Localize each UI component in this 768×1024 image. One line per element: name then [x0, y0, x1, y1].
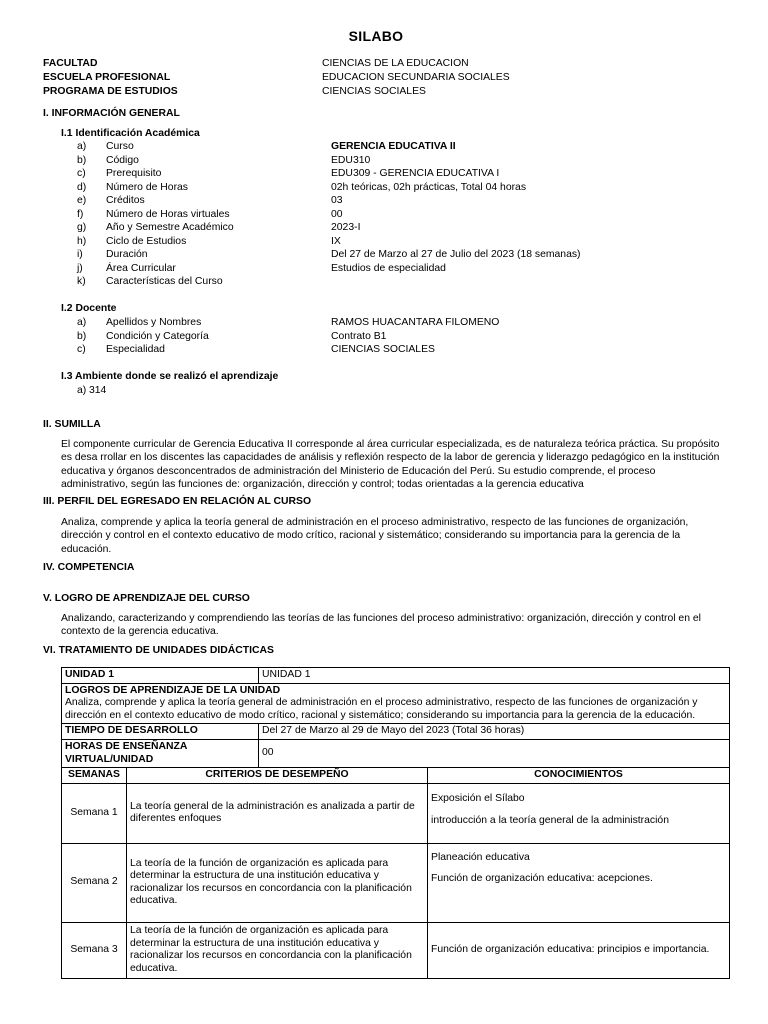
week-cell: Semana 1	[62, 783, 127, 843]
item-label: Condición y Categoría	[106, 330, 209, 342]
col-header-criterios: CRITERIOS DE DESEMPEÑO	[127, 768, 428, 784]
item-letter: h)	[77, 235, 87, 247]
item-value: 03	[331, 195, 343, 206]
item-value: 00	[331, 208, 343, 220]
item-value: EDU310	[331, 154, 371, 166]
document-title: SILABO	[348, 28, 404, 44]
item-value: Estudios de especialidad	[331, 262, 446, 274]
conocimientos-cell	[428, 783, 730, 843]
conocimiento-item: introducción a la teoría general de la administración	[431, 815, 669, 827]
item-label: Número de Horas	[106, 181, 189, 193]
logros-label: LOGROS DE APRENDIZAJE DE LA UNIDAD	[65, 684, 281, 696]
table-row	[62, 922, 730, 978]
item-label: Características del Curso	[106, 276, 223, 287]
item-label: Ciclo de Estudios	[106, 235, 187, 247]
environment-value: 314	[89, 385, 107, 396]
section-4-title: IV. COMPETENCIA	[43, 562, 135, 573]
faculty-label: FACULTAD	[43, 58, 98, 69]
conocimiento-item: Función de organización educativa: principios e importancia.	[431, 943, 710, 955]
conocimientos-cell	[428, 843, 730, 922]
item-value: EDU309 - GERENCIA EDUCATIVA I	[331, 168, 500, 179]
item-label: Código	[106, 154, 139, 166]
school-value: EDUCACION SECUNDARIA SOCIALES	[322, 72, 510, 83]
table-row	[62, 783, 730, 843]
item-letter: e)	[77, 195, 87, 206]
subsection-academic-title: I.1 Identificación Académica	[61, 128, 200, 139]
item-letter: k)	[77, 276, 86, 287]
conocimiento-item: Función de organización educativa: acepciones.	[431, 873, 653, 885]
learning-achievement-text: Analizando, caracterizando y comprendiendo las teorías de las funciones del proceso administrativo: organización, dirección y control en el contexto de la gerencia educativa.	[61, 613, 701, 638]
section-1-title: I. INFORMACIÓN GENERAL	[43, 108, 180, 119]
section-2-title: II. SUMILLA	[43, 419, 101, 430]
item-letter: d)	[77, 181, 87, 193]
item-label: Apellidos y Nombres	[106, 317, 202, 328]
item-label: Curso	[106, 141, 134, 152]
faculty-value: CIENCIAS DE LA EDUCACION	[322, 58, 469, 69]
item-value: Del 27 de Marzo al 27 de Julio del 2023 (18 semanas)	[331, 249, 581, 260]
sumilla-text: El componente curricular de Gerencia Educativa II corresponde al área curricular especializada, es de naturaleza teórica práctica. Su propósito es desa rrollar en los discentes las capacidades de análisis y reflexión respecto de la labor de gerencia y liderazgo pedagógico en la institución educativa y órganos desconcentrados de administración del Ministerio de Educación del Perú. Su estudio comprende, el proceso administrativo, según las funciones de: organización, dirección y control; todas orientadas a la gerencia educativa	[61, 439, 720, 490]
horas-label-cell: HORAS DE ENSEÑANZA VIRTUAL/UNIDAD	[62, 739, 259, 767]
horas-value-cell: 00	[259, 739, 730, 767]
item-letter: g)	[77, 222, 87, 233]
item-label: Créditos	[106, 195, 145, 206]
conocimiento-item: Exposición el Sílabo	[431, 792, 525, 804]
item-letter: f)	[77, 208, 84, 220]
item-value: IX	[331, 235, 341, 247]
week-cell: Semana 3	[62, 922, 127, 978]
item-value: GERENCIA EDUCATIVA II	[331, 141, 456, 152]
item-label: Duración	[106, 249, 148, 260]
tiempo-label-cell: TIEMPO DE DESARROLLO	[62, 724, 259, 740]
item-value: CIENCIAS SOCIALES	[331, 344, 435, 355]
item-letter: j)	[77, 262, 83, 274]
logros-text: Analiza, comprende y aplica la teoría general de administración en el proceso administrativo, respecto de las funciones de organización y dirección en el contexto educativo de modo crítico, racional y sistemático; considerando su importancia para la gerencia de la educación.	[65, 697, 698, 721]
item-label: Prerequisito	[106, 168, 162, 179]
criterio-cell: La teoría de la función de organización es aplicada para determinar la estructura de una institución educativa y racionalizar los recursos en concordancia con la planificación educativa.	[127, 843, 428, 922]
didactic-units-table	[61, 667, 730, 979]
subsection-teacher-title: I.2 Docente	[61, 303, 117, 314]
col-header-conocimientos: CONOCIMIENTOS	[428, 768, 730, 784]
section-3-title: III. PERFIL DEL EGRESADO EN RELACIÓN AL CURSO	[43, 496, 312, 507]
environment-letter: a)	[77, 385, 87, 396]
unit-value-cell: UNIDAD 1	[259, 668, 730, 684]
conocimiento-item: Planeación educativa	[431, 851, 530, 863]
item-letter: a)	[77, 141, 87, 152]
section-6-title: VI. TRATAMIENTO DE UNIDADES DIDÁCTICAS	[43, 645, 274, 656]
col-header-semanas: SEMANAS	[62, 768, 127, 784]
item-label: Área Curricular	[106, 262, 176, 274]
item-letter: i)	[77, 249, 83, 260]
week-cell: Semana 2	[62, 843, 127, 922]
program-label: PROGRAMA DE ESTUDIOS	[43, 86, 178, 97]
item-label: Especialidad	[106, 344, 165, 355]
item-value: 02h teóricas, 02h prácticas, Total 04 horas	[331, 181, 527, 193]
unit-label-cell: UNIDAD 1	[62, 668, 259, 684]
item-letter: c)	[77, 344, 86, 355]
item-value: 2023-I	[331, 222, 361, 233]
tiempo-value-cell: Del 27 de Marzo al 29 de Mayo del 2023 (Total 36 horas)	[259, 724, 730, 740]
item-value: RAMOS HUACANTARA FILOMENO	[331, 317, 500, 328]
school-label: ESCUELA PROFESIONAL	[43, 72, 171, 83]
criterio-cell: La teoría de la función de organización es aplicada para determinar la estructura de una institución educativa y racionalizar los recursos en concordancia con la planificación educativa.	[127, 922, 428, 978]
table-row	[62, 843, 730, 922]
section-5-title: V. LOGRO DE APRENDIZAJE DEL CURSO	[43, 593, 250, 604]
unit-logros-cell	[62, 683, 730, 724]
item-value: Contrato B1	[331, 330, 387, 342]
item-letter: a)	[77, 317, 87, 328]
item-letter: b)	[77, 330, 87, 342]
item-label: Año y Semestre Académico	[106, 222, 234, 233]
criterio-cell: La teoría general de la administración es analizada a partir de diferentes enfoques	[127, 783, 428, 843]
profile-text: Analiza, comprende y aplica la teoría general de administración en el proceso administrativo, respecto de las funciones de organización, dirección y control en el contexto educativo de modo crítico, racional y sistemático; considerando su importancia para la gerencia de la educación.	[61, 517, 689, 555]
item-letter: c)	[77, 168, 86, 179]
subsection-environment-title: I.3 Ambiente donde se realizó el aprendizaje	[61, 371, 279, 382]
program-value: CIENCIAS SOCIALES	[322, 86, 426, 97]
item-label: Número de Horas virtuales	[106, 208, 230, 220]
conocimientos-cell	[428, 922, 730, 978]
item-letter: b)	[77, 154, 87, 166]
